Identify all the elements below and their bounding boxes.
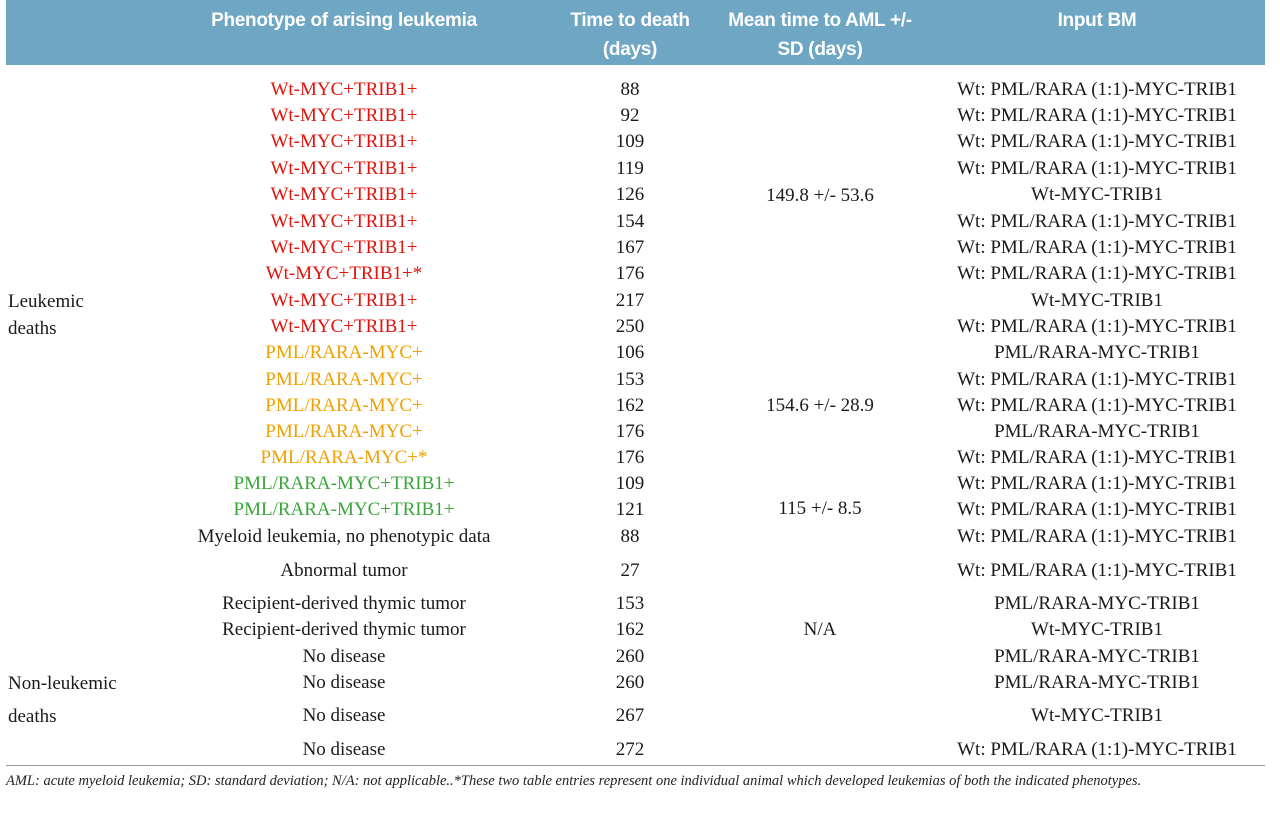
phenotype-cell: Wt-MYC+TRIB1+ <box>270 79 418 100</box>
input-bm-cell: Wt: PML/RARA (1:1)-MYC-TRIB1 <box>957 237 1237 258</box>
input-bm-cell: Wt-MYC-TRIB1 <box>1031 619 1163 640</box>
header-input-bm: Input BM <box>1057 10 1137 31</box>
input-bm-cell: Wt: PML/RARA (1:1)-MYC-TRIB1 <box>957 263 1237 284</box>
phenotype-cell: Wt-MYC+TRIB1+ <box>270 290 418 311</box>
input-bm-cell: Wt: PML/RARA (1:1)-MYC-TRIB1 <box>957 79 1237 100</box>
phenotype-cell: PML/RARA-MYC+* <box>260 447 428 468</box>
group-label-nonleukemic-line2: deaths <box>8 706 57 727</box>
input-bm-cell: PML/RARA-MYC-TRIB1 <box>994 342 1200 363</box>
time-to-death-cell: 88 <box>620 79 640 100</box>
time-to-death-cell: 121 <box>615 499 645 520</box>
time-to-death-cell: 250 <box>615 316 645 337</box>
input-bm-cell: Wt: PML/RARA (1:1)-MYC-TRIB1 <box>957 395 1237 416</box>
time-to-death-cell: 88 <box>620 526 640 547</box>
input-bm-cell: Wt: PML/RARA (1:1)-MYC-TRIB1 <box>957 211 1237 232</box>
time-to-death-cell: 260 <box>615 646 645 667</box>
input-bm-cell: Wt-MYC-TRIB1 <box>1031 290 1163 311</box>
time-to-death-cell: 267 <box>615 705 645 726</box>
input-bm-cell: PML/RARA-MYC-TRIB1 <box>994 593 1200 614</box>
input-bm-cell: Wt: PML/RARA (1:1)-MYC-TRIB1 <box>957 739 1237 760</box>
input-bm-cell: Wt: PML/RARA (1:1)-MYC-TRIB1 <box>957 473 1237 494</box>
group-label-nonleukemic-line1: Non-leukemic <box>8 673 117 694</box>
input-bm-cell: Wt: PML/RARA (1:1)-MYC-TRIB1 <box>957 131 1237 152</box>
phenotype-cell: PML/RARA-MYC+TRIB1+ <box>233 473 455 494</box>
input-bm-cell: Wt: PML/RARA (1:1)-MYC-TRIB1 <box>957 158 1237 179</box>
phenotype-cell: Wt-MYC+TRIB1+ <box>270 211 418 232</box>
time-to-death-cell: 106 <box>615 342 645 363</box>
header-phenotype: Phenotype of arising leukemia <box>211 10 477 31</box>
phenotype-cell: No disease <box>302 646 386 667</box>
time-to-death-cell: 119 <box>616 158 644 179</box>
phenotype-cell: PML/RARA-MYC+ <box>265 342 423 363</box>
input-bm-cell: Wt: PML/RARA (1:1)-MYC-TRIB1 <box>957 560 1237 581</box>
mean-pml-rara-myc: 154.6 +/- 28.9 <box>766 395 874 416</box>
phenotype-cell: PML/RARA-MYC+ <box>265 395 423 416</box>
phenotype-cell: No disease <box>302 739 386 760</box>
table-bottom-rule <box>6 765 1265 766</box>
phenotype-cell: Abnormal tumor <box>280 560 408 581</box>
input-bm-cell: Wt: PML/RARA (1:1)-MYC-TRIB1 <box>957 447 1237 468</box>
phenotype-cell: Wt-MYC+TRIB1+ <box>270 316 418 337</box>
time-to-death-cell: 176 <box>615 421 645 442</box>
time-to-death-cell: 153 <box>615 369 645 390</box>
table-footnote: AML: acute myeloid leukemia; SD: standard deviation; N/A: not applicable..*These two table entries represent one individual animal which developed leukemias of both the indicated phenotypes. <box>6 773 1142 789</box>
time-to-death-cell: 109 <box>615 473 645 494</box>
table-header <box>6 0 1265 65</box>
phenotype-cell: PML/RARA-MYC+ <box>265 369 423 390</box>
header-mean-time: Mean time to AML +/- SD (days) <box>728 10 912 60</box>
phenotype-cell: Wt-MYC+TRIB1+ <box>270 158 418 179</box>
phenotype-cell: Recipient-derived thymic tumor <box>222 619 466 640</box>
group-label-leukemic: Leukemic deaths <box>8 291 84 339</box>
time-to-death-cell: 167 <box>615 237 645 258</box>
phenotype-cell: No disease <box>302 672 386 693</box>
phenotype-cell: PML/RARA-MYC+TRIB1+ <box>233 499 455 520</box>
mean-not-applicable: N/A <box>803 619 837 640</box>
input-bm-cell: Wt: PML/RARA (1:1)-MYC-TRIB1 <box>957 526 1237 547</box>
mean-wt-myc-trib1: 149.8 +/- 53.6 <box>766 185 874 206</box>
time-to-death-cell: 217 <box>615 290 645 311</box>
time-to-death-cell: 126 <box>615 184 645 205</box>
input-bm-cell: PML/RARA-MYC-TRIB1 <box>994 672 1200 693</box>
input-bm-cell: Wt: PML/RARA (1:1)-MYC-TRIB1 <box>957 105 1237 126</box>
time-to-death-cell: 162 <box>615 619 645 640</box>
time-to-death-cell: 272 <box>615 739 645 760</box>
phenotype-cell: PML/RARA-MYC+ <box>265 421 423 442</box>
input-bm-cell: PML/RARA-MYC-TRIB1 <box>994 646 1200 667</box>
input-bm-cell: Wt: PML/RARA (1:1)-MYC-TRIB1 <box>957 369 1237 390</box>
time-to-death-cell: 176 <box>615 447 645 468</box>
header-time-to-death: Time to death (days) <box>570 10 690 60</box>
phenotype-cell: Myeloid leukemia, no phenotypic data <box>197 526 491 547</box>
time-to-death-cell: 176 <box>615 263 645 284</box>
time-to-death-cell: 109 <box>615 131 645 152</box>
phenotype-cell: Wt-MYC+TRIB1+ <box>270 184 418 205</box>
input-bm-cell: PML/RARA-MYC-TRIB1 <box>994 421 1200 442</box>
phenotype-cell: Wt-MYC+TRIB1+ <box>270 237 418 258</box>
time-to-death-cell: 260 <box>615 672 645 693</box>
time-to-death-cell: 92 <box>620 105 640 126</box>
phenotype-cell: No disease <box>302 705 386 726</box>
input-bm-cell: Wt-MYC-TRIB1 <box>1031 705 1163 726</box>
phenotype-cell: Wt-MYC+TRIB1+* <box>265 263 423 284</box>
phenotype-cell: Wt-MYC+TRIB1+ <box>270 131 418 152</box>
time-to-death-cell: 153 <box>615 593 645 614</box>
input-bm-cell: Wt: PML/RARA (1:1)-MYC-TRIB1 <box>957 499 1237 520</box>
phenotype-cell: Recipient-derived thymic tumor <box>222 593 466 614</box>
time-to-death-cell: 27 <box>620 560 640 581</box>
input-bm-cell: Wt-MYC-TRIB1 <box>1031 184 1163 205</box>
input-bm-cell: Wt: PML/RARA (1:1)-MYC-TRIB1 <box>957 316 1237 337</box>
phenotype-cell: Wt-MYC+TRIB1+ <box>270 105 418 126</box>
time-to-death-cell: 154 <box>615 211 645 232</box>
mean-pml-rara-myc-trib1: 115 +/- 8.5 <box>778 498 862 519</box>
time-to-death-cell: 162 <box>615 395 645 416</box>
